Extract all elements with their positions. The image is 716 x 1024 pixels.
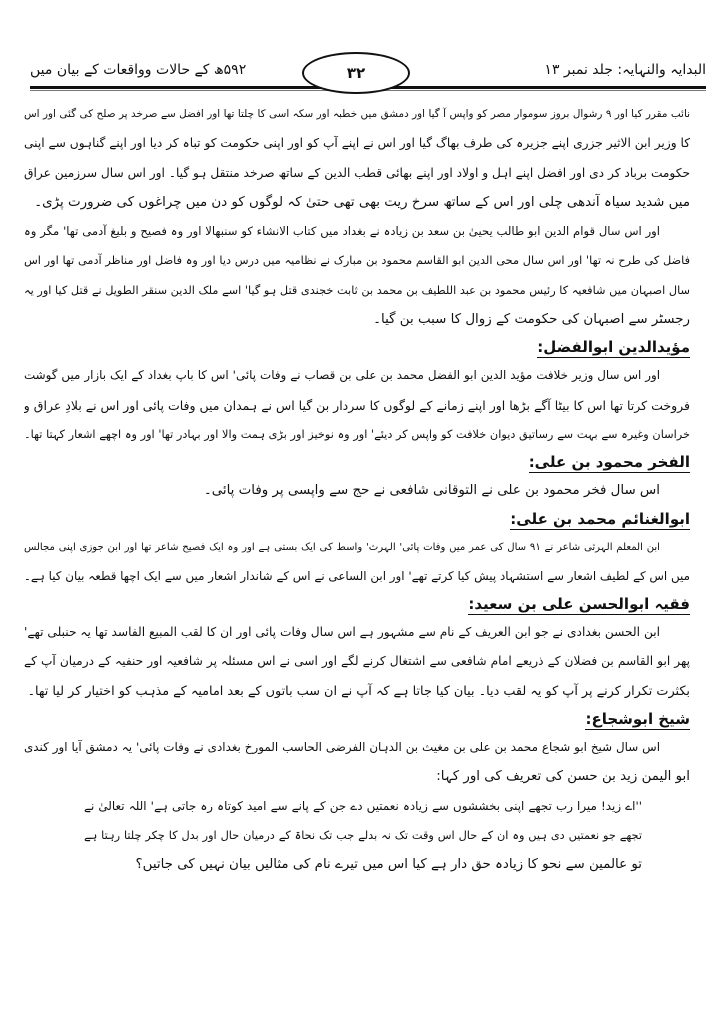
verse-line: تو عالمین سے نحو کا زیادہ حق دار ہے کیا اس میں تیرے نام کی مثالیں بیان نہیں کی جاتیں؟ (135, 857, 642, 873)
section-heading (24, 334, 690, 361)
section-fakhr (24, 449, 690, 505)
heading-text: شیخ ابوشجاع: (585, 710, 690, 729)
text-line: اور اس سال قوام الدین ابو طالب یحییٰ بن سعد بن زیادہ نے بغداد میں کتاب الانشاء کو سنبھالا اور وہ فصیح و بلیغ آدمی تھا' مگر وہ (24, 224, 660, 239)
text-line: حکومت برباد کر دی اور افضل اپنے اہل و اولاد اور اپنے بھائی قطب الدین کے ساتھ صرخد منتقل ہو گیا۔ اور اس سال سرزمین عراق (24, 165, 690, 180)
text-line: سال اصبہان میں شافعیہ کا رئیس محمود بن عبد اللطیف بن محمد بن ثابت خجندی قتل ہو گیا' اسے ملک الدین سنقر الطویل نے قتل کیا اور یہ (24, 283, 690, 297)
text-line: ابن الحسن بغدادی نے جو ابن العریف کے نام سے مشہور ہے اس سال وفات پائی اور ان کا لقب المبیع الفاسد تھا یہ حنبلی تھے' (24, 625, 660, 640)
text-line: میں اس کے لطیف اشعار سے استشہاد پیش کیا کرتے تھے' اور ابن الساعی نے اس کے شاندار اشعار میں سے ایک اچھا قطعہ بیان کیا ہے۔ (24, 568, 690, 583)
section-heading (24, 591, 690, 618)
verse-line: ''اے زید! میرا رب تجھے اپنی بخششوں سے زیادہ نعمتیں دے جن کے پانے سے امید کوتاہ رہ جاتی ہے' اللہ تعالیٰ نے (84, 798, 642, 813)
text-line: پھر ابو القاسم بن فضلان کے ذریعے امام شافعی سے اشتغال کرنے لگے اور اسی نے اس مسئلہ پر شافعیہ اور حنفیہ کے درمیان آپ کے (24, 654, 690, 669)
paragraph-2 (24, 217, 690, 334)
text-line: فاضل کی طرح نہ تھا' اور اس سال محی الدین ابو القاسم محمود بن مبارک نے نظامیہ میں درس دیا اور وہ فاضل اور مناظر آدمی تھا اور اس (24, 254, 690, 268)
section-shaykh-abu-shuja (24, 706, 690, 879)
verse-line: تجھے جو نعمتیں دی ہیں وہ ان کے حال اس وقت تک نہ بدلے جب تک نحاۃ کے درمیان حال اور بدل کا چکر چلتا رہتا ہے (84, 828, 642, 842)
text-line: فروخت کرتا تھا اس کا بیٹا آگے بڑھا اور اپنے زمانے کے لوگوں کا سردار بن گیا اس نے ہمدان میں وفات پائی اور اس نے بلادِ عراق و (24, 397, 690, 413)
text-line: نائب مقرر کیا اور ۹ رشوال بروز سوموار مصر کو واپس آ گیا اور دمشق میں خطبہ اور سکہ اسی کا چلتا تھا اور افضل سے صرخد پر صلح کی گئی اور اس (24, 108, 690, 120)
intro-paragraph (24, 100, 690, 217)
section-abul-ghanaim (24, 506, 690, 592)
heading-text: الفخر محمود بن علی: (528, 453, 690, 472)
section-heading (24, 506, 690, 533)
text-line: اس سال شیخ ابو شجاع محمد بن علی بن مغیث بن الدہان الفرضی الحاسب المورخ بغدادی نے وفات پائی' یہ دمشق آیا اور کندی (24, 740, 660, 755)
section-heading (24, 449, 690, 476)
section-muayyad (24, 334, 690, 449)
text-line: رجسٹر سے اصبہان کی حکومت کے زوال کا سبب بن گیا۔ (373, 312, 690, 328)
text-line: اور اس سال وزیر خلافت مؤید الدین ابو الفضل محمد بن علی بن قصاب نے وفات پائی' اس کا باپ بغداد کے ایک بازار میں گوشت (24, 368, 660, 383)
heading-text: مؤیدالدین ابوالفضل: (537, 338, 690, 357)
book-title: البدایہ والنہایہ: جلد نمبر ۱۳ (544, 62, 706, 78)
text-line: ابن المعلم الہرثی شاعر نے ۹۱ سال کی عمر میں وفات پائی' الہرث' واسط کی ایک بستی ہے اور وہ ایک فصیح شاعر تھا اور ابن جوزی اپنی مجالس (24, 541, 660, 553)
page-number (302, 52, 410, 94)
text-line: ابو الیمن زید بن حسن کی تعریف کی اور کہا: (436, 769, 690, 785)
heading-text: فقیہ ابوالحسن علی بن سعید: (468, 595, 690, 614)
section-faqih (24, 591, 690, 706)
section-heading (24, 706, 690, 733)
heading-text: ابوالغنائم محمد بن علی: (510, 509, 690, 528)
text-line: کا وزیر ابن الاثیر جزری اپنے جزیرہ کی طرف بھاگ گیا اور اس نے اپنے آپ کو اور اپنی حکومت کو تباہ کر دیا اور اپنے گناہوں سے اپنی (24, 136, 690, 151)
text-line: خراسان وغیرہ سے بہت سے رساتیق دیوان خلافت کو واپس کر دیئے' اور وہ نوخیز اور بڑی ہمت والا اور بہادر تھا' اور وہ اچھے اشعار کہتا تھا۔ (24, 427, 690, 441)
page-header (30, 50, 706, 92)
page-body (24, 100, 690, 880)
text-line: بکثرت تکرار کرنے پر آپ کو یہ لقب دیا۔ بیان کیا جاتا ہے کہ آپ نے ان سب باتوں کے بعد امامیہ کے مذہب کو اختیار کر لیا تھا۔ (27, 683, 690, 699)
text-line: میں شدید سیاہ آندھی چلی اور اس کے ساتھ سرخ ریت بھی تھی حتیٰ کہ لوگوں کو دن میں چراغوں کی ضرورت پڑی۔ (34, 194, 690, 210)
quoted-verse (24, 792, 690, 880)
page-number-text: ۳۲ (346, 64, 366, 82)
section-title: ۵۹۲ھ کے حالات وواقعات کے بیان میں (30, 62, 247, 78)
text-line: اس سال فخر محمود بن علی نے التوقانی شافعی نے حج سے واپسی پر وفات پائی۔ (203, 483, 660, 499)
